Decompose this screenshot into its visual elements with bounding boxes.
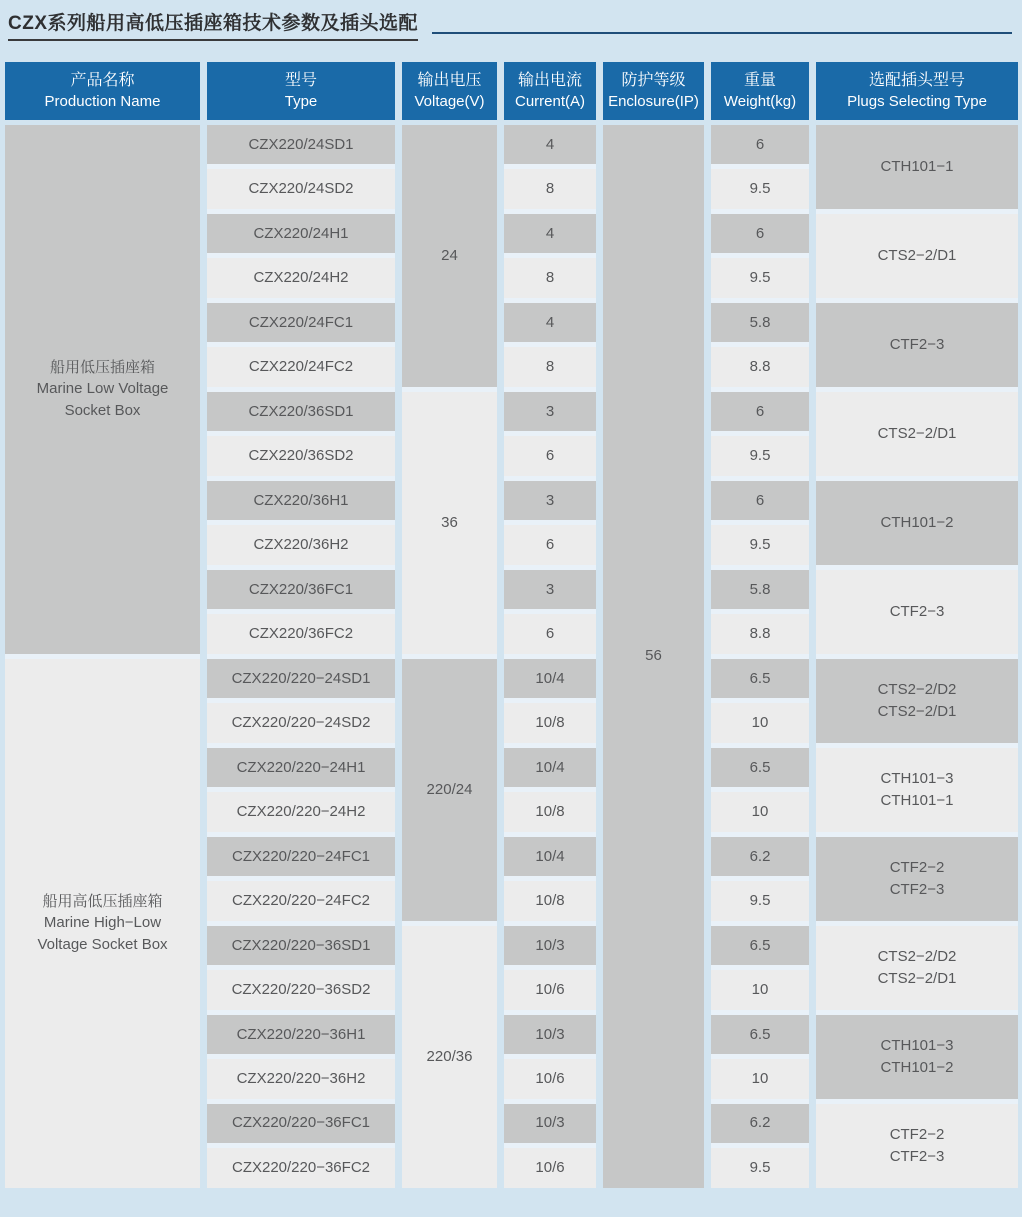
current-cell-text: 10/4 [535,847,565,865]
voltage-cell [402,392,497,654]
current-cell [504,347,596,387]
type-cell [207,748,395,788]
voltage-cell [402,926,497,1188]
type-cell [207,970,395,1010]
type-cell-text: CZX220/24H2 [253,269,349,287]
plugs-cell [816,303,1018,387]
plugs-cell-text: CTF2−3 [889,1147,945,1165]
plugs-cell-text: CTF2−3 [889,880,945,898]
type-cell [207,1104,395,1144]
weight-cell-text: 10 [751,1069,769,1087]
current-cell [504,436,596,476]
current-cell-text: 10/4 [535,669,565,687]
title-rule-line [432,32,1012,34]
current-cell-text: 10/3 [535,1025,565,1043]
type-cell [207,1015,395,1055]
weight-cell [711,926,809,966]
plugs-cell-text: CTS2−2/D1 [877,247,957,265]
title-row [8,8,1012,41]
type-cell [207,614,395,654]
weight-cell [711,1015,809,1055]
type-cell [207,703,395,743]
current-cell-text: 10/4 [535,758,565,776]
weight-cell-text: 9.5 [749,536,771,554]
weight-cell [711,258,809,298]
current-cell-text: 4 [545,224,555,242]
weight-cell-text: 6 [755,135,765,153]
current-cell-text: 8 [545,358,555,376]
weight-cell-text: 5.8 [749,580,771,598]
current-cell [504,481,596,521]
weight-cell-text: 10 [751,803,769,821]
product-cell [5,659,200,1188]
current-cell-text: 10/8 [535,892,565,910]
voltage-cell-text: 24 [441,247,458,265]
weight-cell-text: 10 [751,981,769,999]
current-cell-text: 8 [545,180,555,198]
plugs-cell [816,1104,1018,1188]
current-cell [504,525,596,565]
header-voltage-en: Voltage(V) [414,92,485,110]
weight-cell [711,837,809,877]
header-type-en: Type [284,92,318,110]
current-cell [504,703,596,743]
plugs-cell [816,1015,1018,1099]
product-cell [5,125,200,654]
weight-cell [711,970,809,1010]
current-cell [504,570,596,610]
current-cell [504,881,596,921]
plugs-cell-text: CTF2−3 [889,335,945,353]
voltage-cell [402,659,497,921]
type-cell [207,570,395,610]
header-plugs-zh: 选配插头型号 [868,72,965,90]
type-cell-text: CZX220/36SD2 [248,447,354,465]
current-cell-text: 10/6 [535,1069,565,1087]
current-cell-text: 8 [545,269,555,287]
current-cell [504,169,596,209]
voltage-cell-text: 220/36 [426,1047,473,1065]
header-enclosure-en: Enclosure(IP) [608,92,699,110]
current-cell [504,1104,596,1144]
type-cell [207,926,395,966]
weight-cell-text: 9.5 [749,892,771,910]
header-voltage [402,62,497,120]
weight-cell-text: 8.8 [749,625,771,643]
page-title: CZX系列船用高低压插座箱技术参数及插头选配 [8,8,418,41]
type-cell-text: CZX220/220−24FC1 [231,847,370,865]
type-cell-text: CZX220/24SD2 [248,180,354,198]
type-cell [207,436,395,476]
type-cell [207,1148,395,1188]
type-cell-text: CZX220/220−36SD2 [231,981,371,999]
current-cell [504,614,596,654]
type-cell [207,214,395,254]
weight-cell [711,1148,809,1188]
type-cell-text: CZX220/36H1 [253,491,349,509]
header-current-en: Current(A) [514,92,585,110]
weight-cell [711,703,809,743]
current-cell [504,1015,596,1055]
header-current [504,62,596,120]
type-cell-text: CZX220/220−36H2 [236,1069,366,1087]
plugs-cell [816,926,1018,1010]
current-cell [504,1148,596,1188]
header-production-name [5,62,200,120]
voltage-cell [402,125,497,387]
current-cell-text: 10/8 [535,714,565,732]
weight-cell [711,881,809,921]
type-cell-text: CZX220/220−24FC2 [231,892,370,910]
weight-cell [711,1059,809,1099]
type-cell-text: CZX220/220−24SD1 [231,669,371,687]
weight-cell-text: 6.2 [749,1114,771,1132]
header-voltage-zh: 输出电压 [417,72,482,90]
type-cell-text: CZX220/220−36FC1 [231,1114,370,1132]
type-cell-text: CZX220/220−24H2 [236,803,366,821]
weight-cell [711,659,809,699]
plugs-cell [816,837,1018,921]
current-cell [504,970,596,1010]
current-cell-text: 3 [545,402,555,420]
current-cell [504,303,596,343]
type-cell [207,1059,395,1099]
type-cell-text: CZX220/24SD1 [248,135,354,153]
plugs-cell [816,481,1018,565]
type-cell [207,347,395,387]
current-cell-text: 10/6 [535,981,565,999]
type-cell-text: CZX220/220−36SD1 [231,936,371,954]
type-cell [207,392,395,432]
weight-cell-text: 9.5 [749,447,771,465]
voltage-cell-text: 220/24 [426,780,473,798]
weight-cell-text: 9.5 [749,269,771,287]
type-cell [207,837,395,877]
weight-cell-text: 6.5 [749,758,771,776]
type-cell [207,125,395,165]
plugs-cell [816,659,1018,743]
product-cell-text: Socket Box [64,402,141,420]
header-production-name-en: Production Name [44,92,161,110]
weight-cell-text: 10 [751,714,769,732]
header-plugs-en: Plugs Selecting Type [847,92,987,110]
current-cell-text: 3 [545,491,555,509]
current-cell-text: 10/3 [535,1114,565,1132]
weight-cell [711,570,809,610]
plugs-cell-text: CTF2−2 [889,1125,945,1143]
current-cell [504,837,596,877]
current-cell [504,659,596,699]
plugs-cell-text: CTF2−2 [889,858,945,876]
current-cell [504,792,596,832]
plugs-cell-text: CTF2−3 [889,602,945,620]
plugs-cell-text: CTH101−3 [880,1036,954,1054]
weight-cell-text: 6 [755,491,765,509]
type-cell-text: CZX220/36FC2 [248,625,354,643]
weight-cell-text: 5.8 [749,313,771,331]
type-cell [207,659,395,699]
weight-cell-text: 6 [755,224,765,242]
current-cell-text: 6 [545,536,555,554]
enclosure-cell [603,125,704,1188]
current-cell-text: 6 [545,447,555,465]
weight-cell [711,347,809,387]
type-cell [207,525,395,565]
plugs-cell [816,570,1018,654]
current-cell [504,214,596,254]
header-enclosure [603,62,704,120]
type-cell-text: CZX220/220−36FC2 [231,1158,370,1176]
voltage-cell-text: 36 [441,513,458,531]
weight-cell-text: 9.5 [749,1158,771,1176]
weight-cell [711,436,809,476]
type-cell [207,481,395,521]
plugs-cell [816,214,1018,298]
weight-cell [711,169,809,209]
current-cell [504,258,596,298]
weight-cell [711,748,809,788]
product-cell-text: Marine High−Low [43,914,162,932]
plugs-cell-text: CTS2−2/D1 [877,702,957,720]
type-cell [207,303,395,343]
current-cell-text: 10/3 [535,936,565,954]
product-cell-text: 船用高低压插座箱 [42,892,163,910]
weight-cell [711,614,809,654]
type-cell-text: CZX220/220−24H1 [236,758,366,776]
weight-cell-text: 9.5 [749,180,771,198]
plugs-cell-text: CTS2−2/D1 [877,424,957,442]
plugs-cell [816,748,1018,832]
weight-cell [711,125,809,165]
type-cell [207,258,395,298]
product-cell-text: Voltage Socket Box [37,936,168,954]
weight-cell [711,392,809,432]
weight-cell [711,214,809,254]
weight-cell-text: 6.5 [749,669,771,687]
type-cell-text: CZX220/36FC1 [248,580,354,598]
plugs-cell-text: CTS2−2/D1 [877,969,957,987]
weight-cell [711,481,809,521]
header-weight [711,62,809,120]
current-cell [504,125,596,165]
weight-cell [711,792,809,832]
type-cell [207,169,395,209]
weight-cell-text: 6 [755,402,765,420]
current-cell-text: 3 [545,580,555,598]
current-cell-text: 10/6 [535,1158,565,1176]
current-cell-text: 10/8 [535,803,565,821]
plugs-cell-text: CTH101−3 [880,769,954,787]
header-weight-en: Weight(kg) [723,92,797,110]
enclosure-cell-text: 56 [645,647,662,665]
type-cell-text: CZX220/220−36H1 [236,1025,366,1043]
header-type-zh: 型号 [284,72,317,90]
header-current-zh: 输出电流 [517,72,582,90]
plugs-cell [816,125,1018,209]
plugs-cell-text: CTS2−2/D2 [877,680,957,698]
type-cell-text: CZX220/24H1 [253,224,349,242]
product-cell-text: Marine Low Voltage [36,380,169,398]
type-cell-text: CZX220/36H2 [253,536,349,554]
current-cell [504,392,596,432]
type-cell-text: CZX220/220−24SD2 [231,714,371,732]
type-cell [207,792,395,832]
header-production-name-zh: 产品名称 [70,72,135,90]
weight-cell [711,525,809,565]
spec-table [5,62,1018,1188]
weight-cell-text: 6.5 [749,936,771,954]
plugs-cell-text: CTH101−1 [880,791,954,809]
current-cell-text: 4 [545,313,555,331]
weight-cell [711,303,809,343]
type-cell [207,881,395,921]
plugs-cell-text: CTS2−2/D2 [877,947,957,965]
weight-cell-text: 8.8 [749,358,771,376]
plugs-cell [816,392,1018,476]
product-cell-text: 船用低压插座箱 [49,358,155,376]
type-cell-text: CZX220/24FC1 [248,313,354,331]
plugs-cell-text: CTH101−2 [880,513,954,531]
plugs-cell-text: CTH101−1 [880,158,954,176]
weight-cell-text: 6.5 [749,1025,771,1043]
current-cell-text: 4 [545,135,555,153]
header-plugs [816,62,1018,120]
current-cell-text: 6 [545,625,555,643]
weight-cell-text: 6.2 [749,847,771,865]
header-enclosure-zh: 防护等级 [621,72,686,90]
header-type [207,62,395,120]
type-cell-text: CZX220/24FC2 [248,358,354,376]
type-cell-text: CZX220/36SD1 [248,402,354,420]
weight-cell [711,1104,809,1144]
header-weight-zh: 重量 [743,72,776,90]
plugs-cell-text: CTH101−2 [880,1058,954,1076]
current-cell [504,748,596,788]
current-cell [504,1059,596,1099]
current-cell [504,926,596,966]
